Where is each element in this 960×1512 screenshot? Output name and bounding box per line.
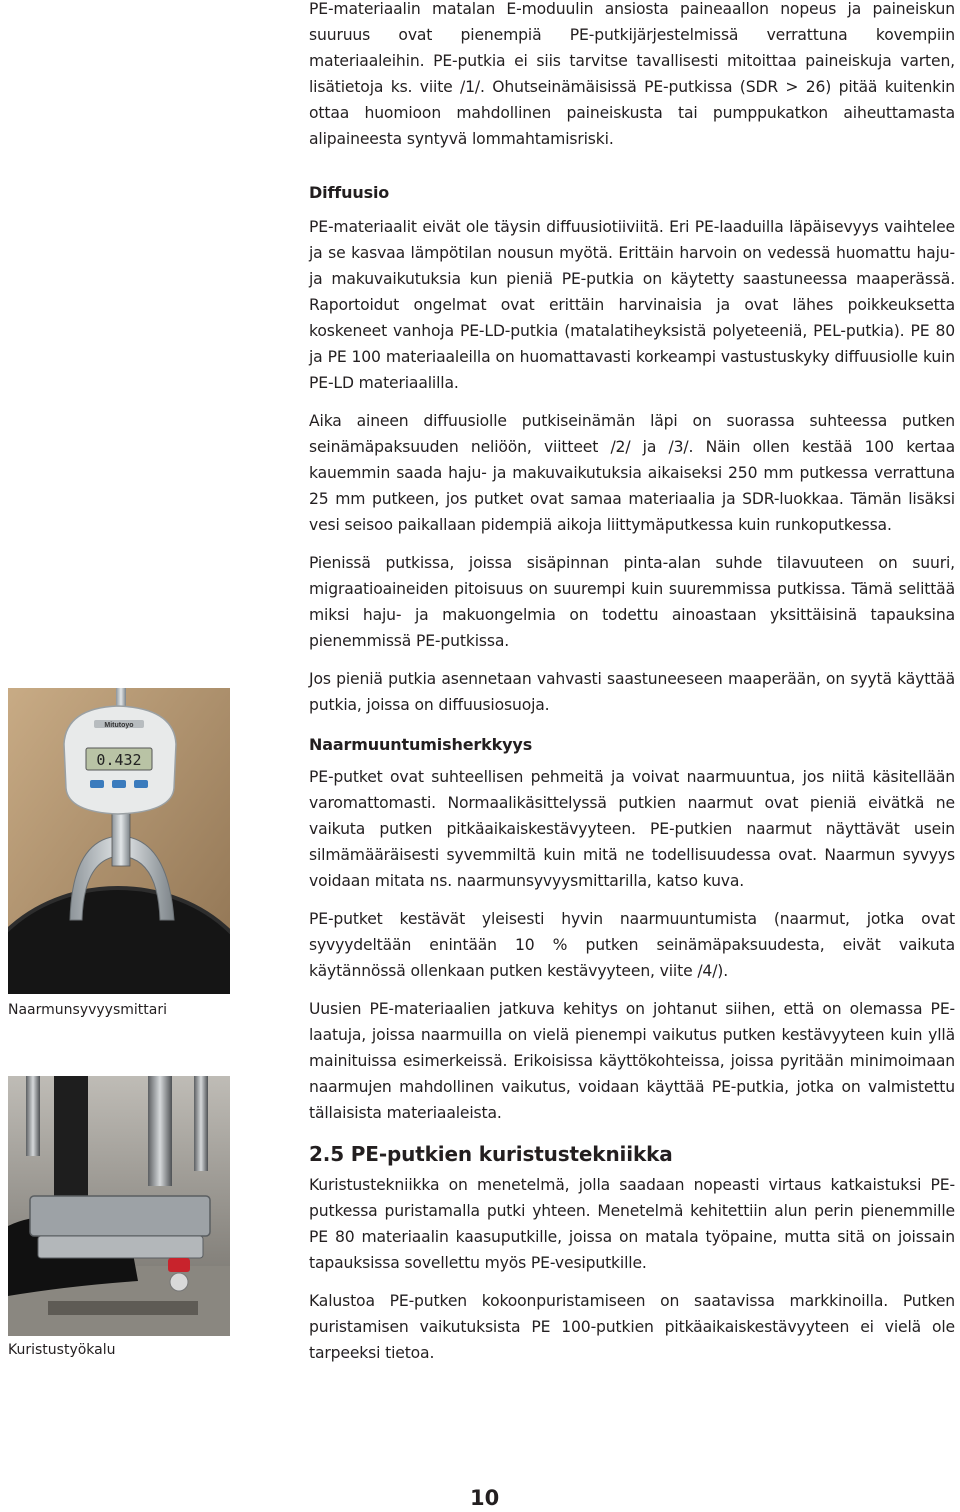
- paragraph-2-5-2: Kalustoa PE-putken kokoonpuristamiseen on saatavissa markkinoilla. Putken puristamisen vaikutuksista PE 100-putkien pitkäaikaiskestävyyteen ei vielä ole tarpeeksi tietoa.: [309, 1292, 955, 1362]
- paragraph-2-5-1: Kuristustekniikka on menetelmä, jolla saadaan nopeasti virtaus katkaistuksi PE-putkessa puristamalla putki yhteen. Menetelmä kehitettiin alun perin pienemmille PE 80 materiaalin kaasuputkille, joissa on matala työpaine, mutta sitä on joissain tapauksissa sovellettu myös PE-vesiputkille.: [309, 1176, 955, 1272]
- gauge-lcd-readout: 0.432: [96, 751, 142, 769]
- heading-naarmuuntumisherkkyys: Naarmuuntumisherkkyys: [309, 735, 533, 754]
- page-number: 10: [470, 1486, 500, 1510]
- paragraph-intro: PE-materiaalin matalan E-moduulin ansiosta paineaallon nopeus ja paineiskun suuruus ovat pienempiä PE-putkijärjestelmissä verrattuna kovempiin materiaaleihin. PE-putkia ei siis tarvitse tavallisesti mitoittaa paineiskuja varten, lisätietoja ks. viite /1/. Ohutseinämäisissä PE-putkissa (SDR > 26) pitää kuitenkin ottaa huomioon mahdollinen paineiskusta tai pumppukatkon aiheuttamasta alipaineesta syntyvä lommahtamisriski.: [309, 0, 955, 148]
- paragraph-diffuusio-2: Aika aineen diffuusiolle putkiseinämän läpi on suorassa suhteessa putken seinämäpaksuuden neliöön, viitteet /2/ ja /3/. Näin ollen kestää 100 kertaa kauemmin saada haju- ja makuvaikutuksia aikaiseksi 250 mm putkessa verrattuna 25 mm putkeen, jos putket ovat samaa materiaalia ja SDR-luokkaa. Tämän lisäksi vesi seisoo paikallaan pidempiä aikoja liittymäputkessa kuin runkoputkessa.: [309, 412, 955, 534]
- scratch-depth-gauge-photo: [8, 688, 230, 994]
- heading-diffuusio: Diffuusio: [309, 183, 390, 202]
- caption-scratch-depth-gauge: Naarmunsyvyysmittari: [8, 1002, 167, 1018]
- paragraph-diffuusio-1: PE-materiaalit eivät ole täysin diffuusiotiiviitä. Eri PE-laaduilla läpäisevyys vaihtelee ja se kasvaa lämpötilan nousun myötä. Erittäin harvoin on vedessä huomattu haju- ja makuvaikutuksia kun pieniä PE-putkia on käytetty saastuneessa maaperässä. Raportoidut ongelmat ovat erittäin harvinaisia ja ovat lähes poikkeuksetta koskeneet vanhoja PE-LD-putkia (matalatiheyksistä polyeteeniä, PEL-putkia). PE 80 ja PE 100 materiaaleilla on huomattavasti korkeampi vastustuskyky diffuusiolle kuin PE-LD materiaalilla.: [309, 218, 955, 392]
- paragraph-naarmu-3: Uusien PE-materiaalien jatkuva kehitys on johtanut siihen, että on olemassa PE-laatuja, joissa naarmuilla on vielä pienempi vaikutus putken kestävyyteen kuin yllä mainituissa esimerkeissä. Erikoisissa käyttökohteissa, joissa pyritään minimoimaan naarmujen mahdollinen vaikutus, voidaan käyttää PE-putkia, jotka on valmistettu tällaisista materiaaleista.: [309, 1000, 955, 1122]
- paragraph-naarmu-1: PE-putket ovat suhteellisen pehmeitä ja voivat naarmuuntua, jos niitä käsitellään varomattomasti. Normaalikäsittelyssä putkien naarmut ovat pieniä eivätkä ne vaikuta putken pitkäaikaiskestävyyteen. PE-putkien naarmut näyttävät usein silmämääräisesti syvemmiltä kuin mitä ne todellisuudessa ovat. Naarmun syvyys voidaan mitata ns. naarmunsyvyysmittarilla, katso kuva.: [309, 768, 955, 890]
- heading-section-2-5: 2.5 PE-putkien kuristustekniikka: [309, 1142, 673, 1166]
- paragraph-naarmu-2: PE-putket kestävät yleisesti hyvin naarmuuntumista (naarmut, jotka ovat syvyydeltään enintään 10 % putken seinämäpaksuudesta, eivät vaikuta käytännössä ollenkaan putken kestävyyteen, viite /4/).: [309, 910, 955, 980]
- squeeze-off-tool-photo: [8, 1076, 230, 1336]
- caption-squeeze-off-tool: Kuristustyökalu: [8, 1342, 116, 1358]
- text-column: [309, 0, 955, 1366]
- paragraph-diffuusio-4: Jos pieniä putkia asennetaan vahvasti saastuneeseen maaperään, on syytä käyttää putkia, joissa on diffuusiosuoja.: [309, 670, 955, 714]
- paragraph-diffuusio-3: Pienissä putkissa, joissa sisäpinnan pinta-alan suhde tilavuuteen on suuri, migraatioaineiden pitoisuus on suurempi kuin suuremmissa putkissa. Tämä selittää miksi haju- ja makuongelmia on todettu ainoastaan yksittäisinä tapauksina pienemmissä PE-putkissa.: [309, 554, 955, 650]
- gauge-brand-label: Mitutoyo: [104, 722, 134, 729]
